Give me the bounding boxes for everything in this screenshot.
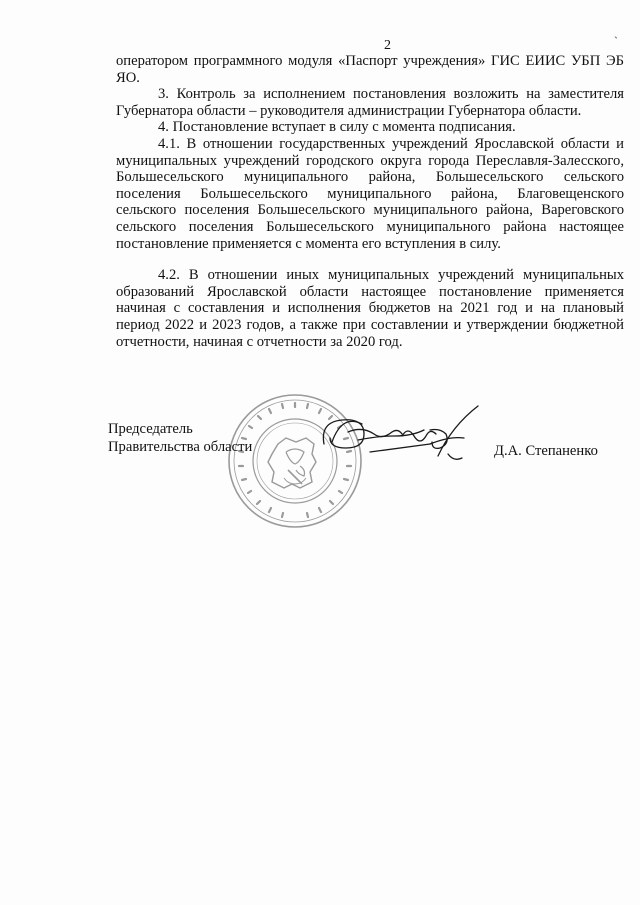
paragraph-continuation: оператором программного модуля «Паспорт учреждения» ГИС ЕИИС УБП ЭБ ЯО. (116, 53, 624, 86)
corner-mark: ` (614, 34, 618, 48)
signatory-title-line2: Правительства области (108, 439, 253, 455)
signatory-name: Д.А. Степаненко (494, 443, 598, 459)
paragraph-4-effective: 4. Постановление вступает в силу с момента подписания. (158, 119, 516, 136)
page-number: 2 (384, 38, 391, 53)
paragraph-4-1: 4.1. В отношении государственных учреждений Ярославской области и муниципальных учреждений городского округа города Переславля-Залесского, Большесельского муниципального района, Большесельского сельского поселения Большесельского муниципального района, Благовещенского сельского поселения Большесельского муниципального района, Вареговского сельского поселения Большесельского муниципального района настоящее постановление применяется с момента его вступления в силу. (116, 135, 624, 252)
signatory-title (108, 420, 252, 456)
paragraph-4-2: 4.2. В отношении иных муниципальных учреждений муниципальных образований Ярославской области настоящее постановление применяется начиная с составления и исполнения бюджетов на 2021 год и на плановый период 2022 и 2023 годов, а также при составлении и утверждении бюджетной отчетности, начиная с отчетности за 2020 год. (116, 267, 624, 350)
paragraph-3-control: 3. Контроль за исполнением постановления возложить на заместителя Губернатора области – руководителя администрации Губернатора области. (116, 86, 624, 119)
document-body (116, 53, 624, 350)
handwritten-signature-icon (318, 396, 498, 476)
signatory-title-line1: Председатель (108, 421, 193, 437)
